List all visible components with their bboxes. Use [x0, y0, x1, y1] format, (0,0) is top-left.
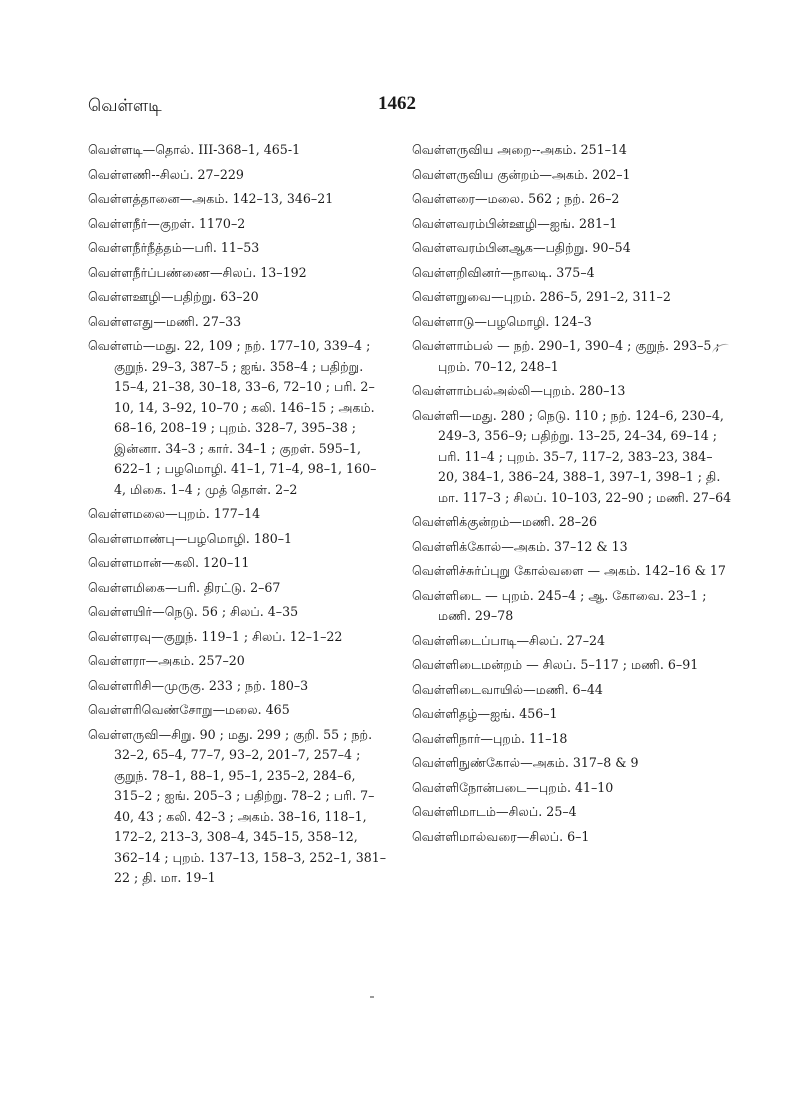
index-entry: வெள்ளருவிய அறை--அகம். 251–14	[412, 142, 627, 157]
index-entry: வெள்ளாம்பல்அல்லி—புறம். 280–13	[412, 383, 626, 398]
index-entry: வெள்ளிக்குன்றம்—மணி. 28–26	[412, 514, 598, 529]
entry-headword: வெள்ளிக்குன்றம்	[412, 514, 510, 529]
index-entry: வெள்ளிமால்வரை—சிலப். 6–1	[412, 828, 590, 844]
index-entry: வெள்ளத்தானை—அகம். 142–13, 346–21	[88, 191, 334, 206]
index-entry: வெள்ளரிவெண்சோறு—மலை. 465	[88, 702, 290, 717]
entry-headword: வெள்ளநீர்நீத்தம்	[88, 240, 182, 255]
entry-headword: வெள்ளிடைப்பாடி	[412, 632, 517, 648]
index-entry: வெள்ளிடை — புறம். 245–4 ; ஆ. கோவை. 23–1 ; மணி. 29–78	[412, 587, 707, 623]
index-entry: வெள்ளநீர்—குறள். 1170–2	[88, 215, 246, 231]
entry-headword: வெள்ளாடு	[412, 313, 475, 329]
index-entry: வெள்ளமிகை—பரி. திரட்டு. 2–67	[88, 579, 281, 595]
entry-headword: வெள்ளநீர்	[88, 215, 148, 231]
entry-headword: வெள்ளரை	[412, 191, 476, 206]
entry-headword: வெள்ளயிர்	[88, 604, 153, 619]
entry-headword: வெள்ளருவி	[88, 726, 159, 742]
entry-headword: வெள்ளாம்பல்அல்லி	[412, 383, 531, 398]
index-entry: வெள்ளிநோன்படை—புறம். 41–10	[412, 779, 614, 795]
index-entry: வெள்ளறுவை—புறம். 286–5, 291–2, 311–2	[412, 289, 671, 304]
index-entry: வெள்ளிச்சுர்ப்புறு கோல்வளை — அகம். 142–16 & 17	[412, 563, 726, 578]
index-entry: வெள்ளஎது—மணி. 27–33	[88, 313, 242, 329]
index-entry: வெள்ளரை—மலை. 562 ; நற். 26–2	[412, 191, 620, 206]
entry-headword: வெள்ளமலை	[88, 506, 166, 521]
index-entry: வெள்ளருவிய குன்றம்—அகம். 202–1	[412, 166, 631, 182]
index-entry: வெள்ளிடைவாயில்—மணி. 6–44	[412, 681, 603, 697]
index-entry: வெள்ளிநார்—புறம். 11–18	[412, 730, 568, 746]
entry-headword: வெள்ளிநுண்கோல்	[412, 755, 521, 770]
entry-headword: வெள்ளவரம்பின்ஊழி	[412, 215, 538, 231]
index-entry: வெள்ளநீர்நீத்தம்—பரி. 11–53	[88, 240, 260, 255]
index-entry: வெள்ளரா—அகம். 257–20	[88, 653, 245, 668]
entry-headword: வெள்ளரிவெண்சோறு	[88, 702, 213, 717]
entry-headword: வெள்ளிநோன்படை	[412, 779, 527, 795]
entry-headword: வெள்ளடி	[88, 142, 143, 157]
entry-headword: வெள்ளிடை	[412, 587, 482, 603]
entry-headword: வெள்ளிதழ்	[412, 706, 478, 721]
index-entry: வெள்ளமான்—கலி. 120–11	[88, 555, 250, 570]
index-entry: வெள்ளரவு—குறுந். 119–1 ; சிலப். 12–1–22	[88, 628, 343, 644]
entry-headword: வெள்ளறிவினர்	[412, 264, 501, 280]
index-entry: வெள்ளிக்கோல்—அகம். 37–12 & 13	[412, 538, 628, 554]
entry-headword: வெள்ளமாண்பு	[88, 530, 175, 546]
index-entry: வெள்ளமலை—புறம். 177–14	[88, 506, 261, 521]
index-entry: வெள்ளிடைமன்றம் — சிலப். 5–117 ; மணி. 6–91	[412, 657, 699, 672]
index-entry: வெள்ளிடைப்பாடி—சிலப். 27–24	[412, 632, 606, 648]
index-entry: வெள்ளரிசி—முருகு. 233 ; நற். 180–3	[88, 677, 309, 693]
index-entry: வெள்ளாம்பல் — நற். 290–1, 390–4 ; குறுந். 293–5 ; புறம். 70–12, 248–1	[412, 338, 720, 374]
index-entry: வெள்ளயிர்—நெடு. 56 ; சிலப். 4–35	[88, 604, 299, 619]
index-entry: வெள்ளருவி—சிறு. 90 ; மது. 299 ; குறி. 55 ; நற். 32–2, 65–4, 77–7, 93–2, 201–7, 257–4 ; குறுந். 78–1, 88–1, 95–1, 235–2, 284–6, 315–2 ; ஐங். 205–3 ; பதிற்று. 78–2 ; பரி. 7–40, 43 ; கலி. 42–3 ; அகம். 38–16, 118–1, 172–2, 213–3, 308–4, 345–15, 358–12, 362–14 ; புறம். 137–13, 158–3, 252–1, 381–22 ; தி. மா. 19–1	[88, 726, 387, 885]
entry-headword: வெள்ளம்	[88, 338, 143, 353]
entry-headword: வெள்ளிமாடம்	[412, 804, 497, 819]
entry-headword: வெள்ளஊழி	[88, 289, 161, 304]
index-entry: வெள்ளறிவினர்—நாலடி. 375–4	[412, 264, 595, 280]
index-column-right	[412, 140, 732, 851]
entry-headword: வெள்ளவரம்பினஆக	[412, 240, 533, 255]
entry-headword: வெள்ளிடைமன்றம்	[412, 657, 523, 672]
page-number: 1462	[378, 93, 416, 114]
index-entry: வெள்ளவரம்பின்ஊழி—ஐங். 281–1	[412, 215, 618, 231]
entry-headword: வெள்ளரவு	[88, 628, 152, 644]
entry-headword: வெள்ளரா	[88, 653, 146, 668]
entry-headword: வெள்ளிநார்	[412, 730, 481, 746]
entry-headword: வெள்ளணி	[88, 166, 152, 182]
entry-headword: வெள்ளநீர்ப்பண்ணை	[88, 264, 210, 280]
index-entry: வெள்ளிநுண்கோல்—அகம். 317–8 & 9	[412, 755, 639, 770]
entry-headword: வெள்ளிச்சுர்ப்புறு கோல்வளை	[412, 563, 584, 578]
index-entry: வெள்ளி—மது. 280 ; நெடு. 110 ; நற். 124–6, 230–4, 249–3, 356–9; பதிற்று. 13–25, 24–34, 69–14 ; பரி. 11–4 ; புறம். 35–7, 117–2, 383–23, 384–20, 384–1, 386–24, 388–1, 397–1, 398–1 ; தி. மா. 117–3 ; சிலப். 10–103, 22–90 ; மணி. 27–64	[412, 407, 732, 505]
running-header-word: வெள்ளடி	[88, 96, 162, 116]
entry-headword: வெள்ளரிசி	[88, 677, 152, 693]
entry-headword: வெள்ளிமால்வரை	[412, 828, 517, 844]
entry-headword: வெள்ளருவிய குன்றம்	[412, 166, 540, 182]
index-entry: வெள்ளமாண்பு—பழமொழி. 180–1	[88, 530, 293, 546]
entry-headword: வெள்ளி	[412, 407, 460, 423]
index-entry: வெள்ளணி--சிலப். 27–229	[88, 166, 244, 182]
entry-headword: வெள்ளமிகை	[88, 579, 165, 595]
index-entry: வெள்ளாடு—பழமொழி. 124–3	[412, 313, 592, 329]
entry-headword: வெள்ளத்தானை	[88, 191, 180, 206]
index-column-left	[88, 140, 388, 893]
index-entry: வெள்ளம்—மது. 22, 109 ; நற். 177–10, 339–4 ; குறுந். 29–3, 387–5 ; ஐங். 358–4 ; பதிற்று. 15–4, 21–38, 30–18, 33–6, 72–10 ; பரி. 2–10, 14, 3–92, 10–70 ; கலி. 146–15 ; அகம். 68–16, 208–19 ; புறம். 328–7, 395–38 ; இன்னா. 34–3 ; கார். 34–1 ; குறள். 595–1, 622–1 ; பழமொழி. 41–1, 71–4, 98–1, 160–4, மிகை. 1–4 ; முத் தொள். 2–2	[88, 338, 377, 497]
index-entry: வெள்ளடி—தொல். III-368–1, 465-1	[88, 142, 301, 157]
entry-headword: வெள்ளருவிய அறை	[412, 142, 532, 157]
entry-headword: வெள்ளஎது	[88, 313, 154, 329]
entry-headword: வெள்ளிக்கோல்	[412, 538, 502, 554]
index-entry: வெள்ளநீர்ப்பண்ணை—சிலப். 13–192	[88, 264, 307, 280]
entry-headword: வெள்ளிடைவாயில்	[412, 681, 524, 697]
entry-headword: வெள்ளமான்	[88, 555, 162, 570]
index-entry: வெள்ளிதழ்—ஐங். 456–1	[412, 706, 558, 721]
index-entry: வெள்ளவரம்பினஆக—பதிற்று. 90–54	[412, 240, 631, 255]
entry-headword: வெள்ளறுவை	[412, 289, 492, 304]
index-entry: வெள்ளஊழி—பதிற்று. 63–20	[88, 289, 259, 304]
print-dot	[370, 996, 374, 998]
entry-headword: வெள்ளாம்பல்	[412, 338, 494, 353]
index-entry: வெள்ளிமாடம்—சிலப். 25–4	[412, 804, 577, 819]
